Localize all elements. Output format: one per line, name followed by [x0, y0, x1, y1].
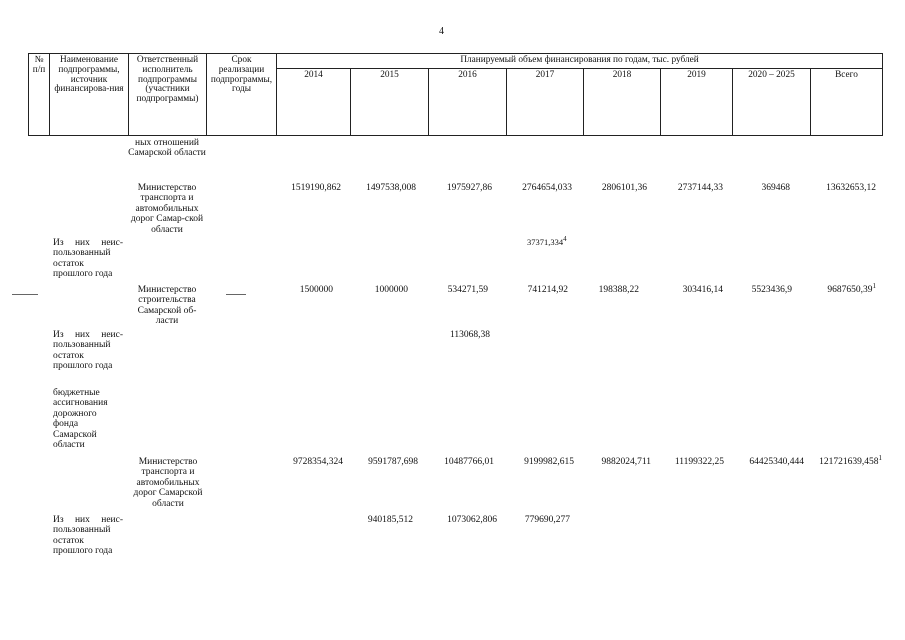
row6-2014: 9728354,324 — [293, 457, 343, 467]
row1-2017: 2764654,033 — [522, 183, 572, 193]
header-col-name: Наименование подпрограммы, источник финансирова-ния — [50, 54, 129, 136]
row3-executor: Министерство строительства Самарской об-ласти — [137, 285, 197, 327]
header-year: 2020 – 2025 — [733, 68, 811, 135]
row3-2019: 303416,14 — [682, 285, 723, 295]
row3-2017: 741214,92 — [527, 285, 568, 295]
row7-name: Из них неис-пользованный остаток прошлого года — [53, 515, 123, 557]
scan-artifact — [226, 294, 246, 295]
row6-2015: 9591787,698 — [368, 457, 418, 467]
header-col-term: Срок реализации подпрограммы, годы — [207, 54, 277, 136]
row3-total: 9687650,39$^1$ — [827, 281, 876, 295]
header-year: 2016 — [429, 68, 507, 135]
row1-total: 13632653,12 — [826, 183, 876, 193]
row6-executor: Министерство транспорта и автомобильных дорог Самарской области — [133, 457, 203, 509]
scan-artifact — [12, 294, 38, 295]
row6-2017: 9199982,615 — [524, 457, 574, 467]
row6-2020-2025: 64425340,444 — [749, 457, 804, 467]
header-year: 2018 — [584, 68, 661, 135]
row6-2019: 11199322,25 — [674, 457, 724, 467]
row6-total: 121721639,458$^1$ — [819, 453, 882, 467]
header-year: 2019 — [661, 68, 733, 135]
row6-2018: 9882024,711 — [601, 457, 651, 467]
header-total: Всего — [811, 68, 883, 135]
header-col-plan: Планируемый объем финансирования по годам, тыс. рублей — [277, 54, 883, 69]
header-year: 2015 — [351, 68, 429, 135]
row4-2016: 113068,38 — [449, 330, 490, 340]
row3-2015: 1000000 — [374, 285, 408, 295]
header-year: 2014 — [277, 68, 351, 135]
row1-2020-2025: 369468 — [761, 183, 790, 193]
row1-2014: 1519190,862 — [291, 183, 341, 193]
row1-2019: 2737144,33 — [677, 183, 723, 193]
row1-executor: Министерство транспорта и автомобильных дорог Самар-ской области — [130, 183, 204, 235]
row7-2017: 779690,277 — [524, 515, 570, 525]
row7-2016: 1073062,806 — [447, 515, 497, 525]
row0-executor: ных отношений Самарской области — [128, 138, 206, 159]
row4-name: Из них неис-пользованный остаток прошлого года — [53, 330, 123, 372]
row2-name: Из них неис-пользованный остаток прошлого года — [53, 238, 123, 280]
page-number: 4 — [439, 26, 444, 37]
header-col-exec: Ответственный исполнитель подпрограммы (участники подпрограммы) — [129, 54, 207, 136]
header-col-num: № п/п — [29, 54, 50, 136]
header-year: 2017 — [507, 68, 584, 135]
row1-2016: 1975927,86 — [446, 183, 492, 193]
row1-2015: 1497538,008 — [366, 183, 416, 193]
row3-2016: 534271,59 — [447, 285, 488, 295]
table-header — [28, 53, 883, 136]
row3-2014: 1500000 — [299, 285, 333, 295]
row6-2016: 10487766,01 — [444, 457, 494, 467]
row7-2015: 940185,512 — [367, 515, 413, 525]
row5-name: бюджетные ассигнования дорожного фонда Самарской области — [53, 388, 108, 451]
row1-2018: 2806101,36 — [601, 183, 647, 193]
row2-2017: 37371,334$^4$ — [527, 235, 567, 247]
row3-2018: 198388,22 — [598, 285, 639, 295]
row3-2020-2025: 5523436,9 — [751, 285, 792, 295]
